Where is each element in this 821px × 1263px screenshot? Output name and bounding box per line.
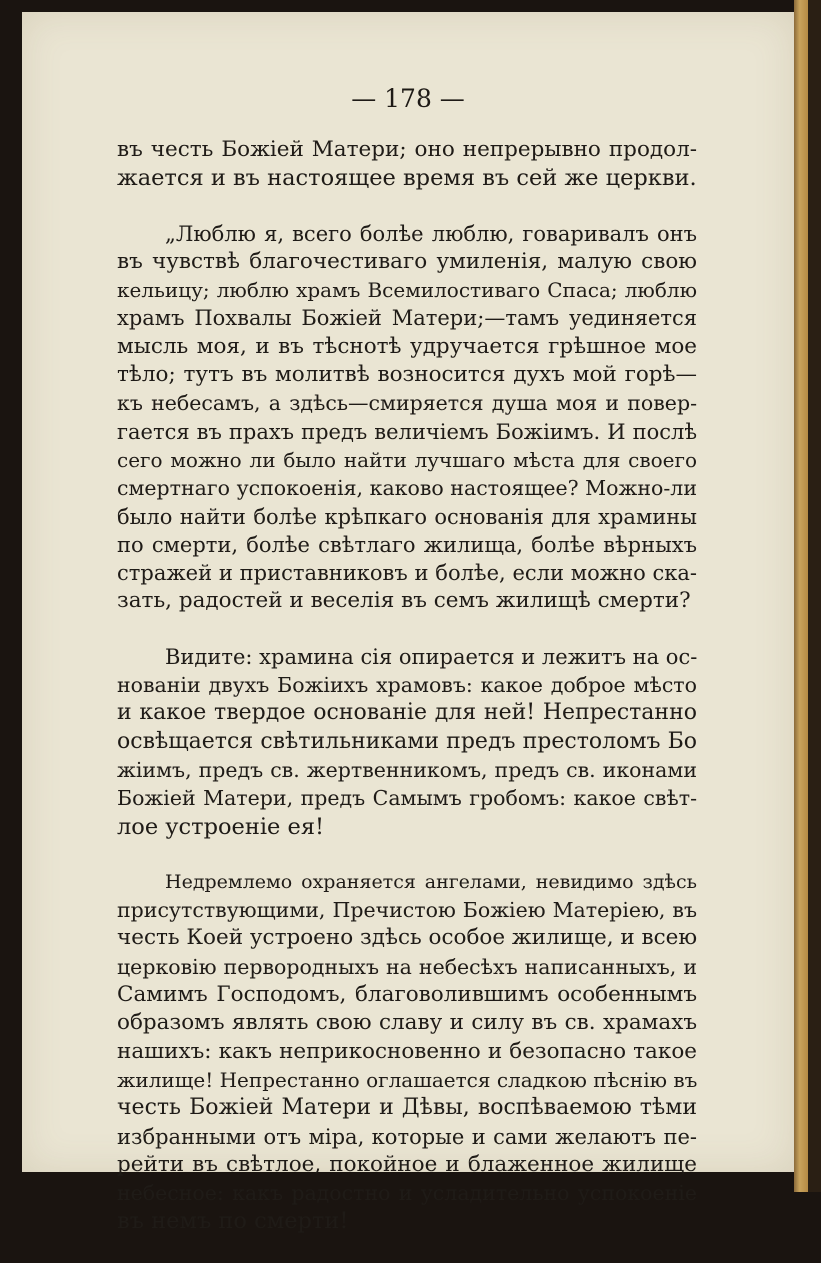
text-line: къ небесамъ, а здѣсь—смиряется душа моя и повер- <box>117 391 697 416</box>
text-line: небесное: какъ радостно и усладительно успокоеніе <box>117 1181 697 1206</box>
text-line: присутствующими, Пречистою Божіею Матеріею, въ <box>117 898 697 923</box>
text-line: нованіи двухъ Божіихъ храмовъ: какое доброе мѣсто <box>117 673 697 698</box>
paragraph <box>117 136 697 193</box>
text-line: лое устроеніе ея! <box>117 813 325 840</box>
body-text <box>117 136 697 1263</box>
text-line: тѣло; тутъ въ молитвѣ возносится духъ мой горѣ— <box>117 362 697 388</box>
text-line: жается и въ настоящее время въ сей же церкви. <box>117 165 697 192</box>
text-line: по смерти, болѣе свѣтлаго жилища, болѣе вѣрныхъ <box>117 532 697 557</box>
text-line: и какое твердое основаніе для ней! Непрестанно <box>117 700 697 726</box>
text-line: въ чувствѣ благочестиваго умиленія, малую свою <box>117 248 697 274</box>
text-line: Видите: храмина сія опирается и лежитъ на ос- <box>165 644 697 669</box>
text-line: жіимъ, предъ св. жертвенникомъ, предъ св. иконами <box>117 757 697 782</box>
text-line: въ немъ по смерти! <box>117 1208 349 1235</box>
text-line: зать, радостей и веселія въ семъ жилищѣ смерти? <box>117 588 691 614</box>
text-line: Самимъ Господомъ, благоволившимъ особеннымъ <box>117 982 697 1008</box>
text-line: гается въ прахъ предъ величіемъ Божіимъ. И послѣ <box>117 419 697 444</box>
text-line: Недремлемо охраняется ангелами, невидимо здѣсь <box>165 870 697 893</box>
text-line: мысль моя, и въ тѣснотѣ удручается грѣшное мое <box>117 333 697 359</box>
text-line: сего можно ли было найти лучшаго мѣста для своего <box>117 447 697 472</box>
page-number: — 178 — <box>351 84 465 113</box>
book-page <box>22 12 794 1235</box>
text-line: стражей и приставниковъ и болѣе, если можно ска- <box>117 561 697 586</box>
text-line: „Люблю я, всего болѣе люблю, говаривалъ онъ <box>165 221 697 246</box>
text-line: нашихъ: какъ неприкосновенно и безопасно такое <box>117 1038 697 1064</box>
paragraph <box>117 868 697 1236</box>
paragraph <box>117 220 697 616</box>
text-line: было найти болѣе крѣпкаго основанія для храмины <box>117 504 697 529</box>
text-line: храмъ Похвалы Божіей Матери;—тамъ уединяется <box>117 306 697 331</box>
text-line: въ честь Божіей Матери; оно непрерывно продол- <box>117 137 697 162</box>
text-line: честь Божіей Матери и Дѣвы, воспѣваемою тѣми <box>117 1095 697 1121</box>
text-line: Божіей Матери, предъ Самымъ гробомъ: какое свѣт- <box>117 786 697 811</box>
text-line: смертнаго успокоенія, каково настоящее? Можно-ли <box>117 476 697 501</box>
paragraph <box>117 643 697 841</box>
text-line: освѣщается свѣтильниками предъ престоломъ Бо <box>117 728 697 754</box>
text-line: честь Коей устроено здѣсь особое жилище, и всею <box>117 925 697 951</box>
text-line: рейти въ свѣтлое, покойное и блаженное жилище <box>117 1151 697 1177</box>
text-line: жилище! Непрестанно оглашается сладкою пѣснію въ <box>117 1067 697 1092</box>
text-line: образомъ являть свою славу и силу въ св. храмахъ <box>117 1010 697 1036</box>
book-spine-shadow <box>808 0 821 1192</box>
text-line: кельицу; люблю храмъ Всемилостиваго Спаса; люблю <box>117 278 697 303</box>
text-line: церковію первородныхъ на небесѣхъ написанныхъ, и <box>117 954 697 979</box>
text-line: избранными отъ міра, которые и сами желаютъ пе- <box>117 1124 697 1149</box>
book-edge <box>794 0 808 1192</box>
